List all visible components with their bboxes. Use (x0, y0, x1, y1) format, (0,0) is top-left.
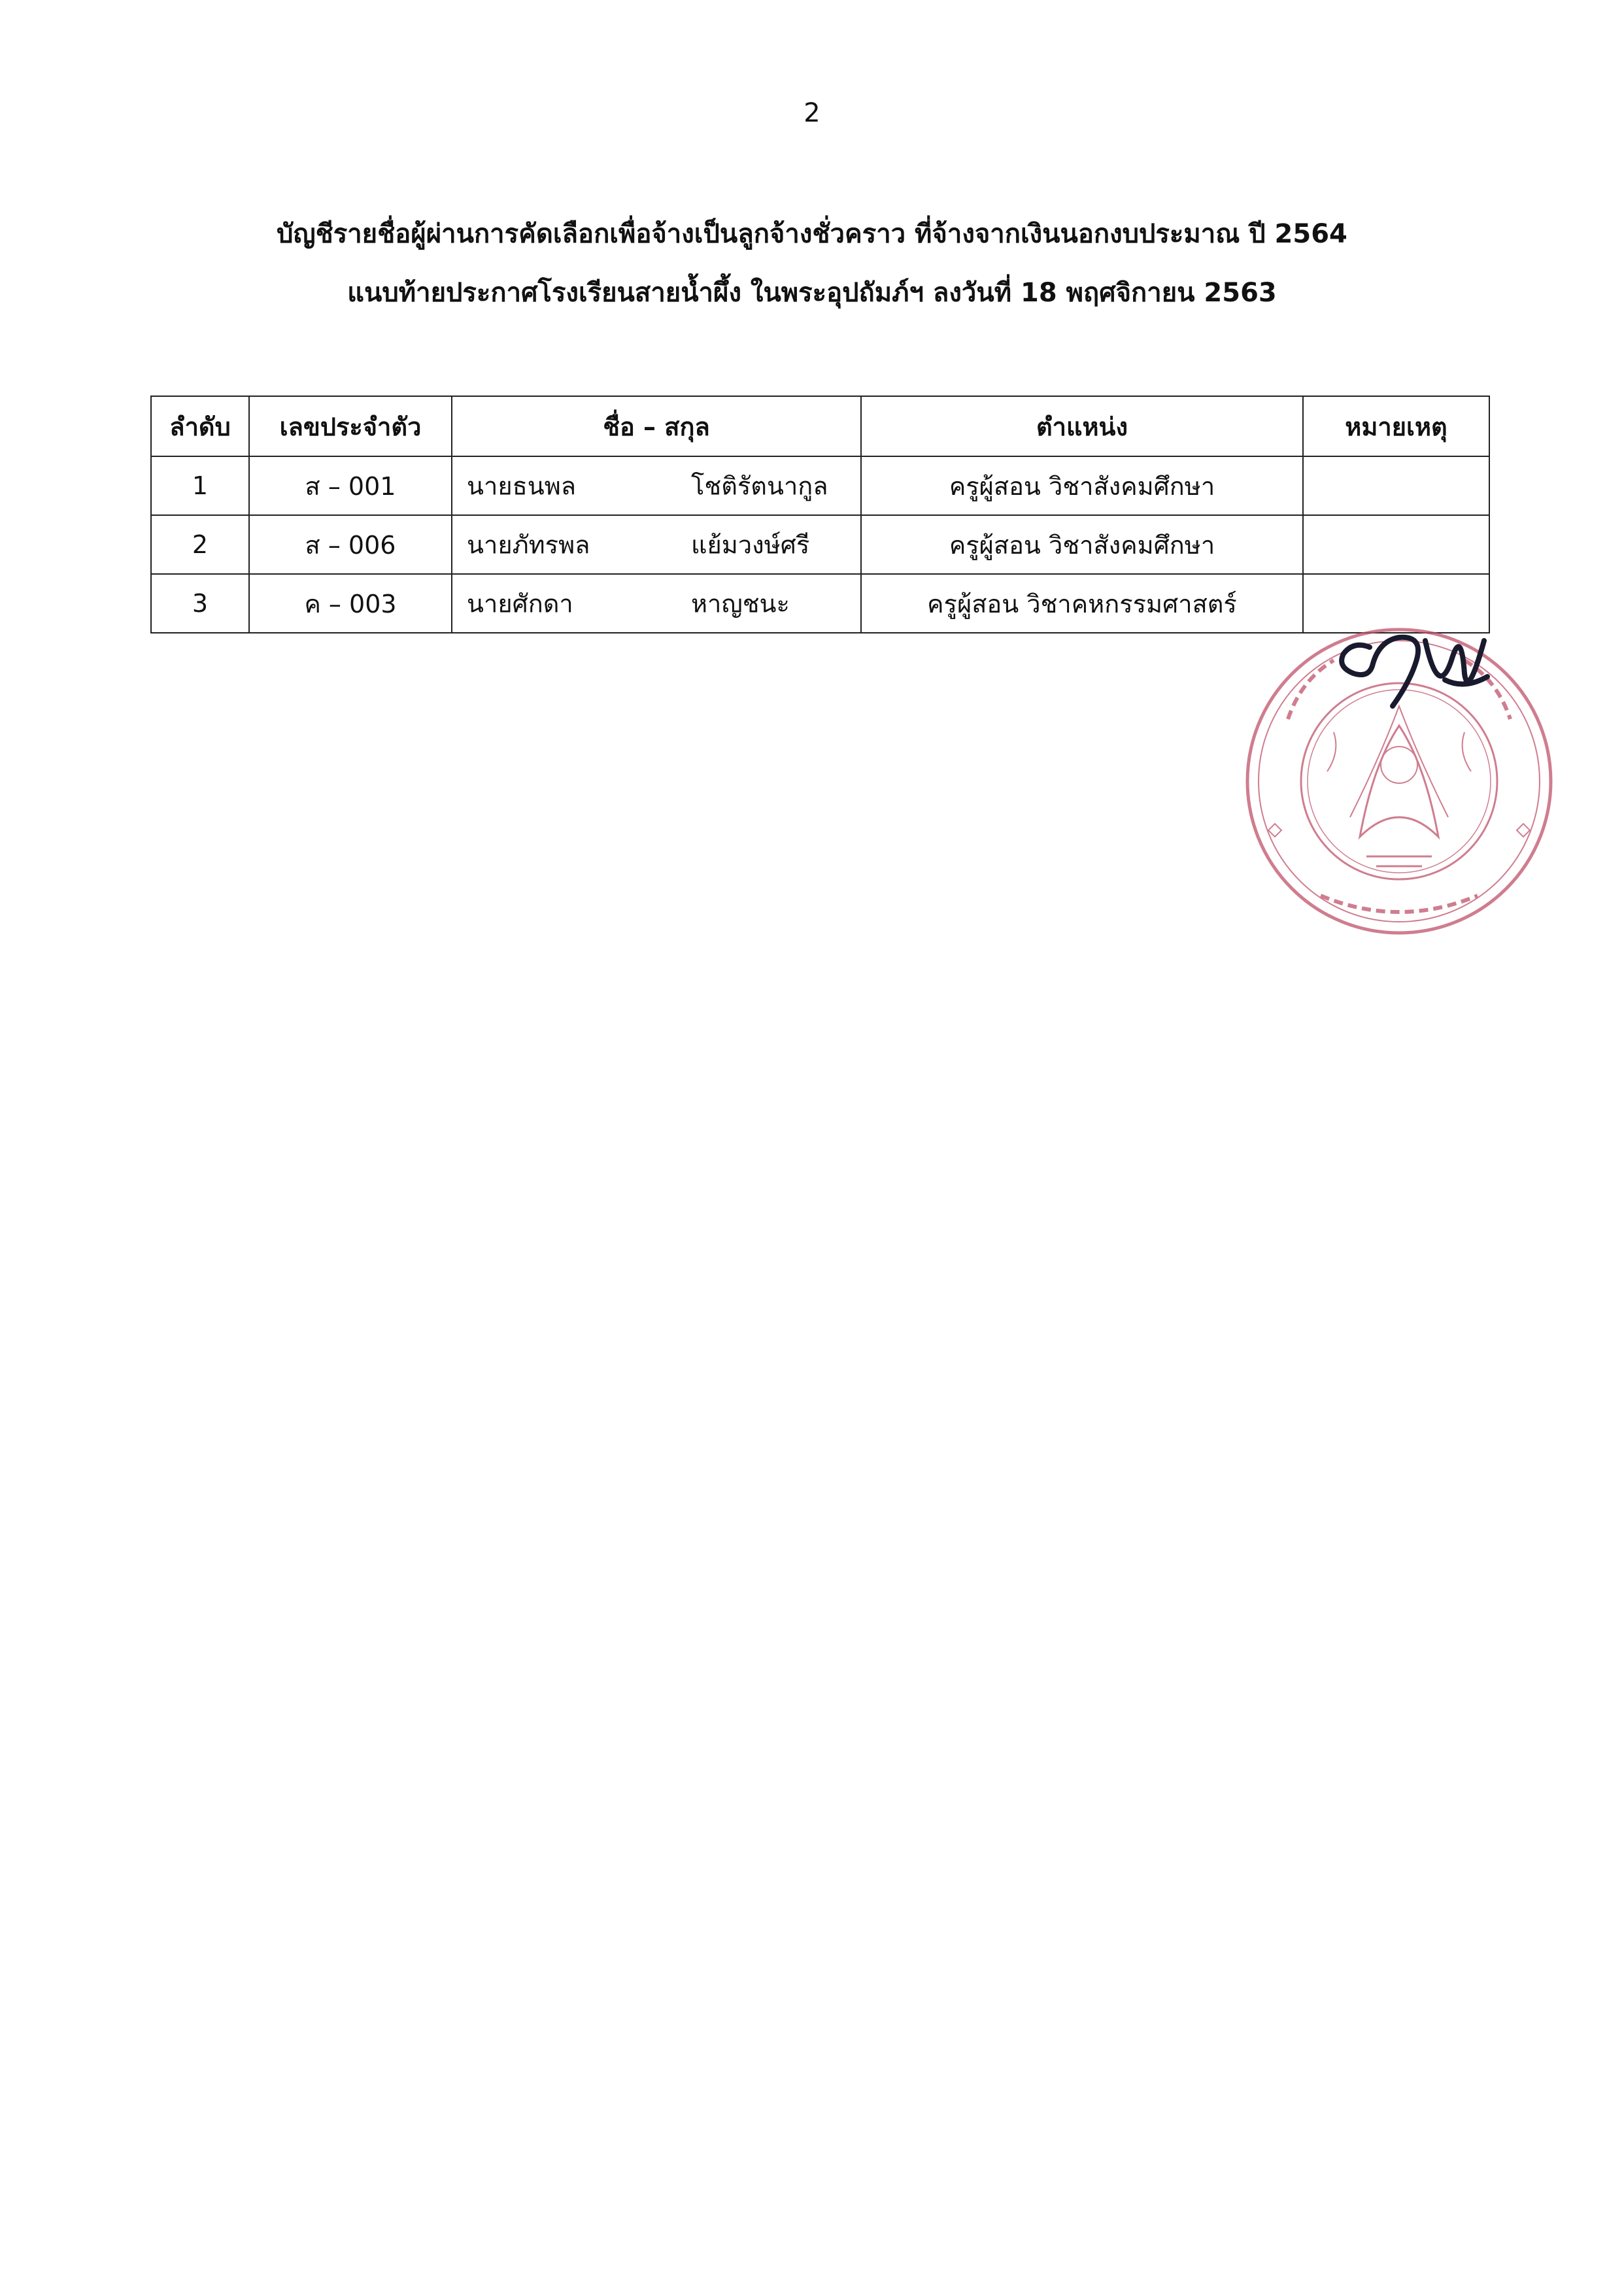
first-name: นายศักดา (467, 589, 573, 618)
document-title: บัญชีรายชื่อผู้ผ่านการคัดเลือกเพื่อจ้างเป็นลูกจ้างชั่วคราว ที่จ้างจากเงินนอกงบประมาณ ปี 2564 (277, 219, 1347, 249)
cell-id: ค – 003 (249, 574, 452, 633)
cell-name (452, 574, 861, 633)
table-header-row (151, 396, 1489, 456)
page-number: 2 (804, 98, 820, 128)
first-name: นายภัทรพล (467, 530, 590, 560)
cell-order: 2 (151, 515, 249, 574)
header-id: เลขประจำตัว (249, 396, 452, 456)
cell-order: 3 (151, 574, 249, 633)
seal-icon (1247, 630, 1551, 933)
table-row (151, 456, 1489, 515)
candidate-table (150, 396, 1490, 633)
cell-order: 1 (151, 456, 249, 515)
header-position: ตำแหน่ง (861, 396, 1303, 456)
cell-name (452, 515, 861, 574)
cell-position: ครูผู้สอน วิชาสังคมศึกษา (861, 456, 1303, 515)
cell-position: ครูผู้สอน วิชาคหกรรมศาสตร์ (861, 574, 1303, 633)
last-name: หาญชนะ (691, 589, 790, 618)
cell-remark (1303, 515, 1489, 574)
cell-id: ส – 001 (249, 456, 452, 515)
header-order: ลำดับ (151, 396, 249, 456)
header-name: ชื่อ – สกุล (452, 396, 861, 456)
signature-icon (1342, 637, 1487, 706)
last-name: แย้มวงษ์ศรี (691, 530, 810, 560)
header-remark: หมายเหตุ (1303, 396, 1489, 456)
first-name: นายธนพล (467, 471, 577, 501)
table-row (151, 515, 1489, 574)
school-seal-stamp (1229, 601, 1569, 941)
cell-remark (1303, 456, 1489, 515)
last-name: โชติรัตนากูล (691, 471, 828, 501)
cell-position: ครูผู้สอน วิชาสังคมศึกษา (861, 515, 1303, 574)
cell-name (452, 456, 861, 515)
document-subtitle: แนบท้ายประกาศโรงเรียนสายน้ำผึ้ง ในพระอุปถัมภ์ฯ ลงวันที่ 18 พฤศจิกายน 2563 (347, 278, 1277, 308)
cell-id: ส – 006 (249, 515, 452, 574)
